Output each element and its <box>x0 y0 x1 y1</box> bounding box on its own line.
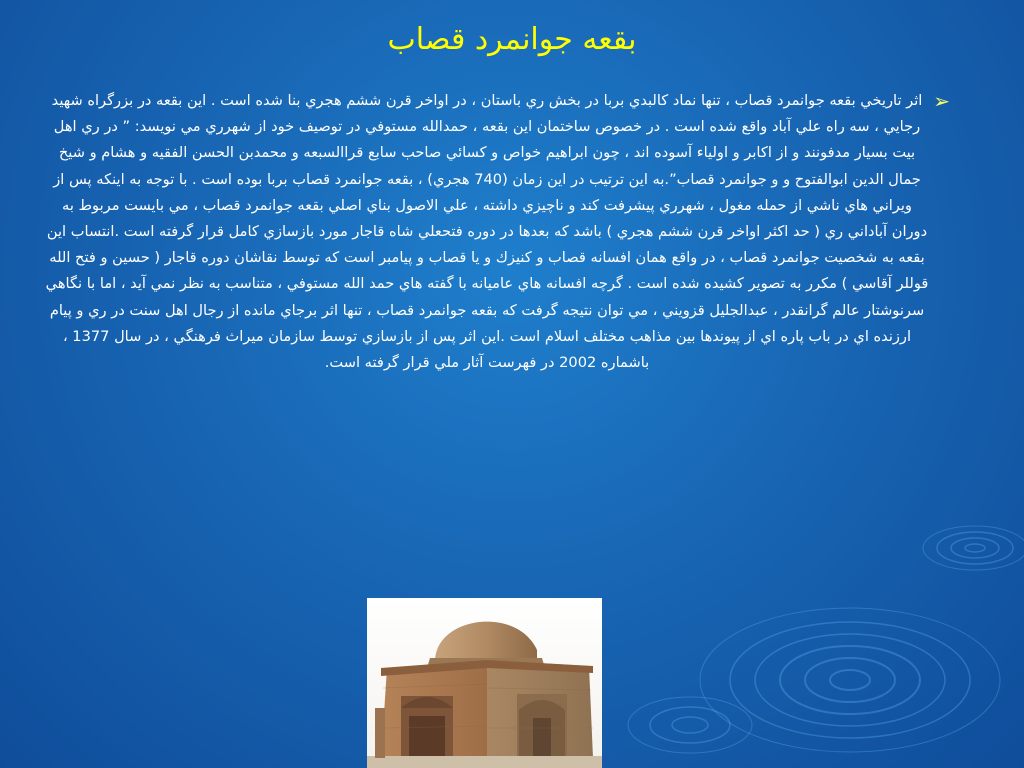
body-paragraph-block <box>44 88 950 376</box>
shrine-photo <box>367 598 602 768</box>
arrow-bullet-icon: ➢ <box>933 89 950 113</box>
slide-title: بقعه جوانمرد قصاب <box>387 22 637 57</box>
domed-shrine-illustration <box>367 598 602 768</box>
body-paragraph: اثر تاريخي بقعه جوانمرد قصاب ، تنها نماد كالبدي بربا در بخش ري باستان ، در اواخر قرن ششم هجري بنا شده است . اين بقعه در بزرگراه شهيد رجايي ، سه راه علي آباد واقع شده است . در خصوص ساختمان اين بقعه ، حمدالله مستوفي در توصيف خود از شهرري مي نويسد: ” در ري اهل بيت بسيار مدفونند و از اكابر و اولياء آسوده اند ، چون ابراهيم خواص و كسائي صاحب سابع قراالسبعه و محمدبن الحسن الفقيه و هشام و شيخ جمال الدين ابوالفتوح و و جوانمرد قصاب”.به اين ترتيب در اين زمان (740 هجري) ، بقعه جوانمرد قصاب بربا بوده است . با توجه به اينكه پس از ويراني هاي ناشي از حمله مغول ، شهرري پيشرفت كند و ناچيزي داشته ، علي الاصول بناي اصلي بقعه جوانمرد قصاب ، مي بايست مربوط به دوران آباداني ري ( حد اكثر اواخر قرن ششم هجري ) باشد كه بعدها در دوره فتحعلي شاه قاجار مورد بازسازي كامل قرار گرفته است .انتساب اين بقعه به شخصيت جوانمرد قصاب ، در واقع همان افسانه قصاب و كنيزك و يا قصاب و پيامبر است كه توسط نقاشان دوره قاجار ( حسين و فتح الله قوللر آقاسي ) مكرر به تصوير كشيده شده است . گرچه افسانه هاي عاميانه با گفته هاي حمد الله مستوفي ، متناسب به نظر نمي آيد ، اما با نگاهي سرنوشتار عالم گرانقدر ، عبدالجليل قزويني ، مي توان نتيجه گرفت كه بقعه جوانمرد قصاب ، تنها اثر برجاي مانده از رجال اهل سنت در ري و پيام ارزنده اي در باب پاره اي از پيوندها بين مذاهب مختلف اسلام است .اين اثر پس از بازسازي توسط سازمان ميراث فرهنگي ، در سال 1377 ، باشماره 2002 در فهرست آثار ملي قرار گرفته است. <box>45 92 929 372</box>
